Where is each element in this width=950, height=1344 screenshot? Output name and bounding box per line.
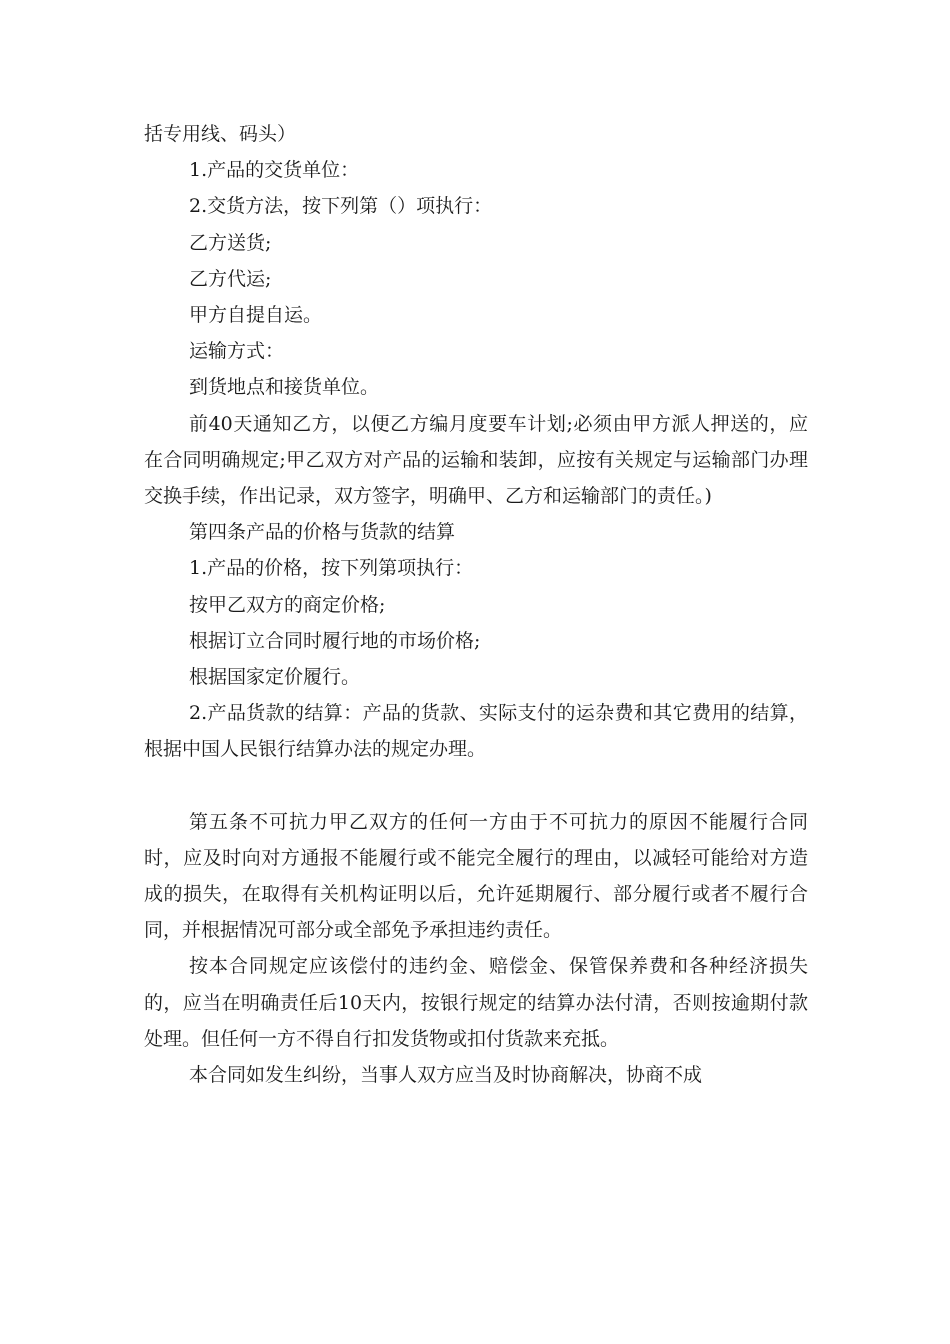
paragraph-continuation: 括专用线、码头） [144, 123, 297, 145]
paragraph-price-option-state: 根据国家定价履行。 [189, 666, 361, 689]
paragraph-option-buyer-pickup: 甲方自提自运。 [189, 304, 323, 327]
paragraph-destination: 到货地点和接货单位。 [189, 376, 380, 399]
paragraph-transport-mode: 运输方式： [189, 340, 285, 363]
paragraph-delivery-unit: 1.产品的交货单位： [189, 159, 360, 182]
blank-line [144, 768, 808, 804]
paragraph-settlement: 2.产品货款的结算：产品的货款、实际支付的运杂费和其它费用的结算，根据中国人民银行结算办法的规定办理。 [144, 702, 808, 761]
paragraph-price-option-agreed: 按甲乙双方的商定价格; [189, 593, 386, 616]
paragraph-delivery-method: 2.交货方法，按下列第（）项执行： [189, 195, 493, 218]
paragraph-notification: 前40天通知乙方，以便乙方编月度要车计划;必须由甲方派人押送的，应在合同明确规定;甲乙双方对产品的运输和装卸，应按有关规定与运输部门办理交换手续，作出记录，双方签字，明确甲、乙方和运输部门的责任。) [144, 412, 808, 508]
paragraph-option-seller-shipping: 乙方代运; [189, 267, 272, 290]
paragraph-price-option-market: 根据订立合同时履行地的市场价格; [189, 629, 481, 652]
paragraph-compensation: 按本合同规定应该偿付的违约金、赔偿金、保管保养费和各种经济损失的，应当在明确责任后10天内，按银行规定的结算办法付清，否则按逾期付款处理。但任何一方不得自行扣发货物或扣付货款来充抵。 [144, 955, 808, 1050]
paragraph-disputes: 本合同如发生纠纷，当事人双方应当及时协商解决，协商不成 [189, 1064, 703, 1087]
paragraph-option-seller-delivery: 乙方送货; [189, 231, 272, 254]
document-body [144, 116, 808, 1093]
paragraph-article-five: 第五条不可抗力甲乙双方的任何一方由于不可抗力的原因不能履行合同时，应及时向对方通报不能履行或不能完全履行的理由，以减轻可能给对方造成的损失，在取得有关机构证明以后，允许延期履行、部分履行或者不履行合同，并根据情况可部分或全部免予承担违约责任。 [144, 810, 808, 942]
heading-article-four: 第四条产品的价格与货款的结算 [189, 521, 456, 544]
paragraph-price: 1.产品的价格，按下列第项执行： [189, 557, 474, 580]
